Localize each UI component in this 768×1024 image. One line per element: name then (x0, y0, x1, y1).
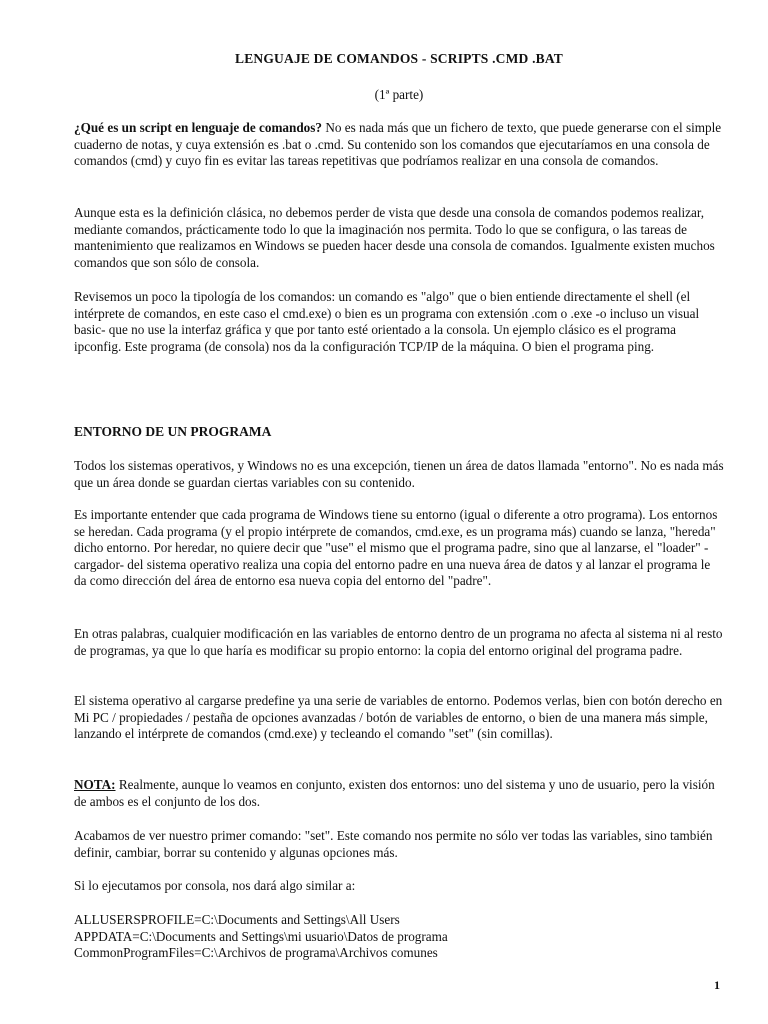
section-paragraph-5: Acabamos de ver nuestro primer comando: "set". Este comando nos permite no sólo ver todas las variables, sino también definir, cambiar, borrar su contenido y algunas opciones más. (74, 828, 713, 860)
section-paragraph-4: El sistema operativo al cargarse predefine ya una serie de variables de entorno. Podemos verlas, bien con botón derecho en Mi PC / propiedades / pestaña de opciones avanzadas / botón de variables de entorno, o bien de una manera más simple, lanzando el intérprete de comandos (cmd.exe) y tecleando el comando "set" (sin comillas). (74, 693, 723, 742)
nota-text: Realmente, aunque lo veamos en conjunto, existen dos entornos: uno del sistema y uno de usuario, pero la visión de ambos es el conjunto de los dos. (74, 777, 715, 809)
section-heading: ENTORNO DE UN PROGRAMA (74, 424, 272, 439)
paragraph-commands: Revisemos un poco la tipología de los comandos: un comando es "algo" que o bien entiende directamente el shell (el intérprete de comandos, en este caso el cmd.exe) o bien es un programa con extensión .com o .exe -o incluso un visual basic- que no use la interfaz gráfica y que por tanto esté orientado a la consola. Un ejemplo clásico es el programa ipconfig. Este programa (de consola) nos da la configuración TCP/IP de la máquina. O bien el programa ping. (74, 289, 700, 354)
env-line: APPDATA=C:\Documents and Settings\mi usuario\Datos de programa (74, 928, 448, 944)
section-paragraph-3: En otras palabras, cualquier modificación en las variables de entorno dentro de un programa no afecta al sistema ni al resto de programas, ya que lo que haría es modificar su propio entorno: la copia del entorno original del programa padre. (74, 626, 723, 658)
paragraph-definition: Aunque esta es la definición clásica, no debemos perder de vista que desde una consola de comandos podemos realizar, mediante comandos, prácticamente todo lo que la imaginación nos permita. Todo lo que se configura, o las tareas de mantenimiento que realizamos en Windows se pueden hacer desde una consola de comandos. Igualmente existen muchos comandos que son sólo de consola. (74, 205, 715, 270)
page-number: 1 (714, 978, 720, 992)
intro-answer: No es nada más que un fichero de texto, que puede generarse con el simple cuaderno de notas, y cuya extensión es .bat o .cmd. Su contenido son los comandos que ejecutaríamos en una consola de comandos (cmd) y cuyo fin es evitar las tareas repetitivas que podríamos realizar en una consola de comandos. (74, 120, 722, 169)
document-title: LENGUAJE DE COMANDOS - SCRIPTS .CMD .BAT (234, 51, 564, 66)
nota-paragraph (74, 777, 724, 810)
intro-question: ¿Qué es un script en lenguaje de comandos? (74, 120, 323, 135)
env-line: CommonProgramFiles=C:\Archivos de programa\Archivos comunes (74, 945, 438, 961)
intro-paragraph (74, 120, 724, 170)
section-paragraph-1: Todos los sistemas operativos, y Windows no es una excepción, tienen un área de datos llamada "entorno". No es nada más que un área donde se guardan ciertas variables con su contenido. (74, 458, 724, 490)
env-line: ALLUSERSPROFILE=C:\Documents and Settings\All Users (74, 912, 400, 927)
nota-label: NOTA: (74, 777, 116, 792)
section-paragraph-2: Es importante entender que cada programa de Windows tiene su entorno (igual o diferente a otro programa). Los entornos se heredan. Cada programa (y el propio intérprete de comandos, cmd.exe, es un programa más) cuando se lanza, "hereda" dicho entorno. Por heredar, no quiere decir que "use" el mismo que el programa padre, sino que al lanzarse, el "loader" -cargador- del sistema operativo realiza una copia del entorno padre en una nueva área de datos y al lanzar el programa le da como dirección del área de entorno esa nueva copia del entorno del "padre". (74, 507, 718, 589)
section-paragraph-6: Si lo ejecutamos por consola, nos dará algo similar a: (74, 878, 356, 893)
env-variable-listing (74, 912, 724, 962)
document-subtitle: (1ª parte) (374, 87, 424, 102)
